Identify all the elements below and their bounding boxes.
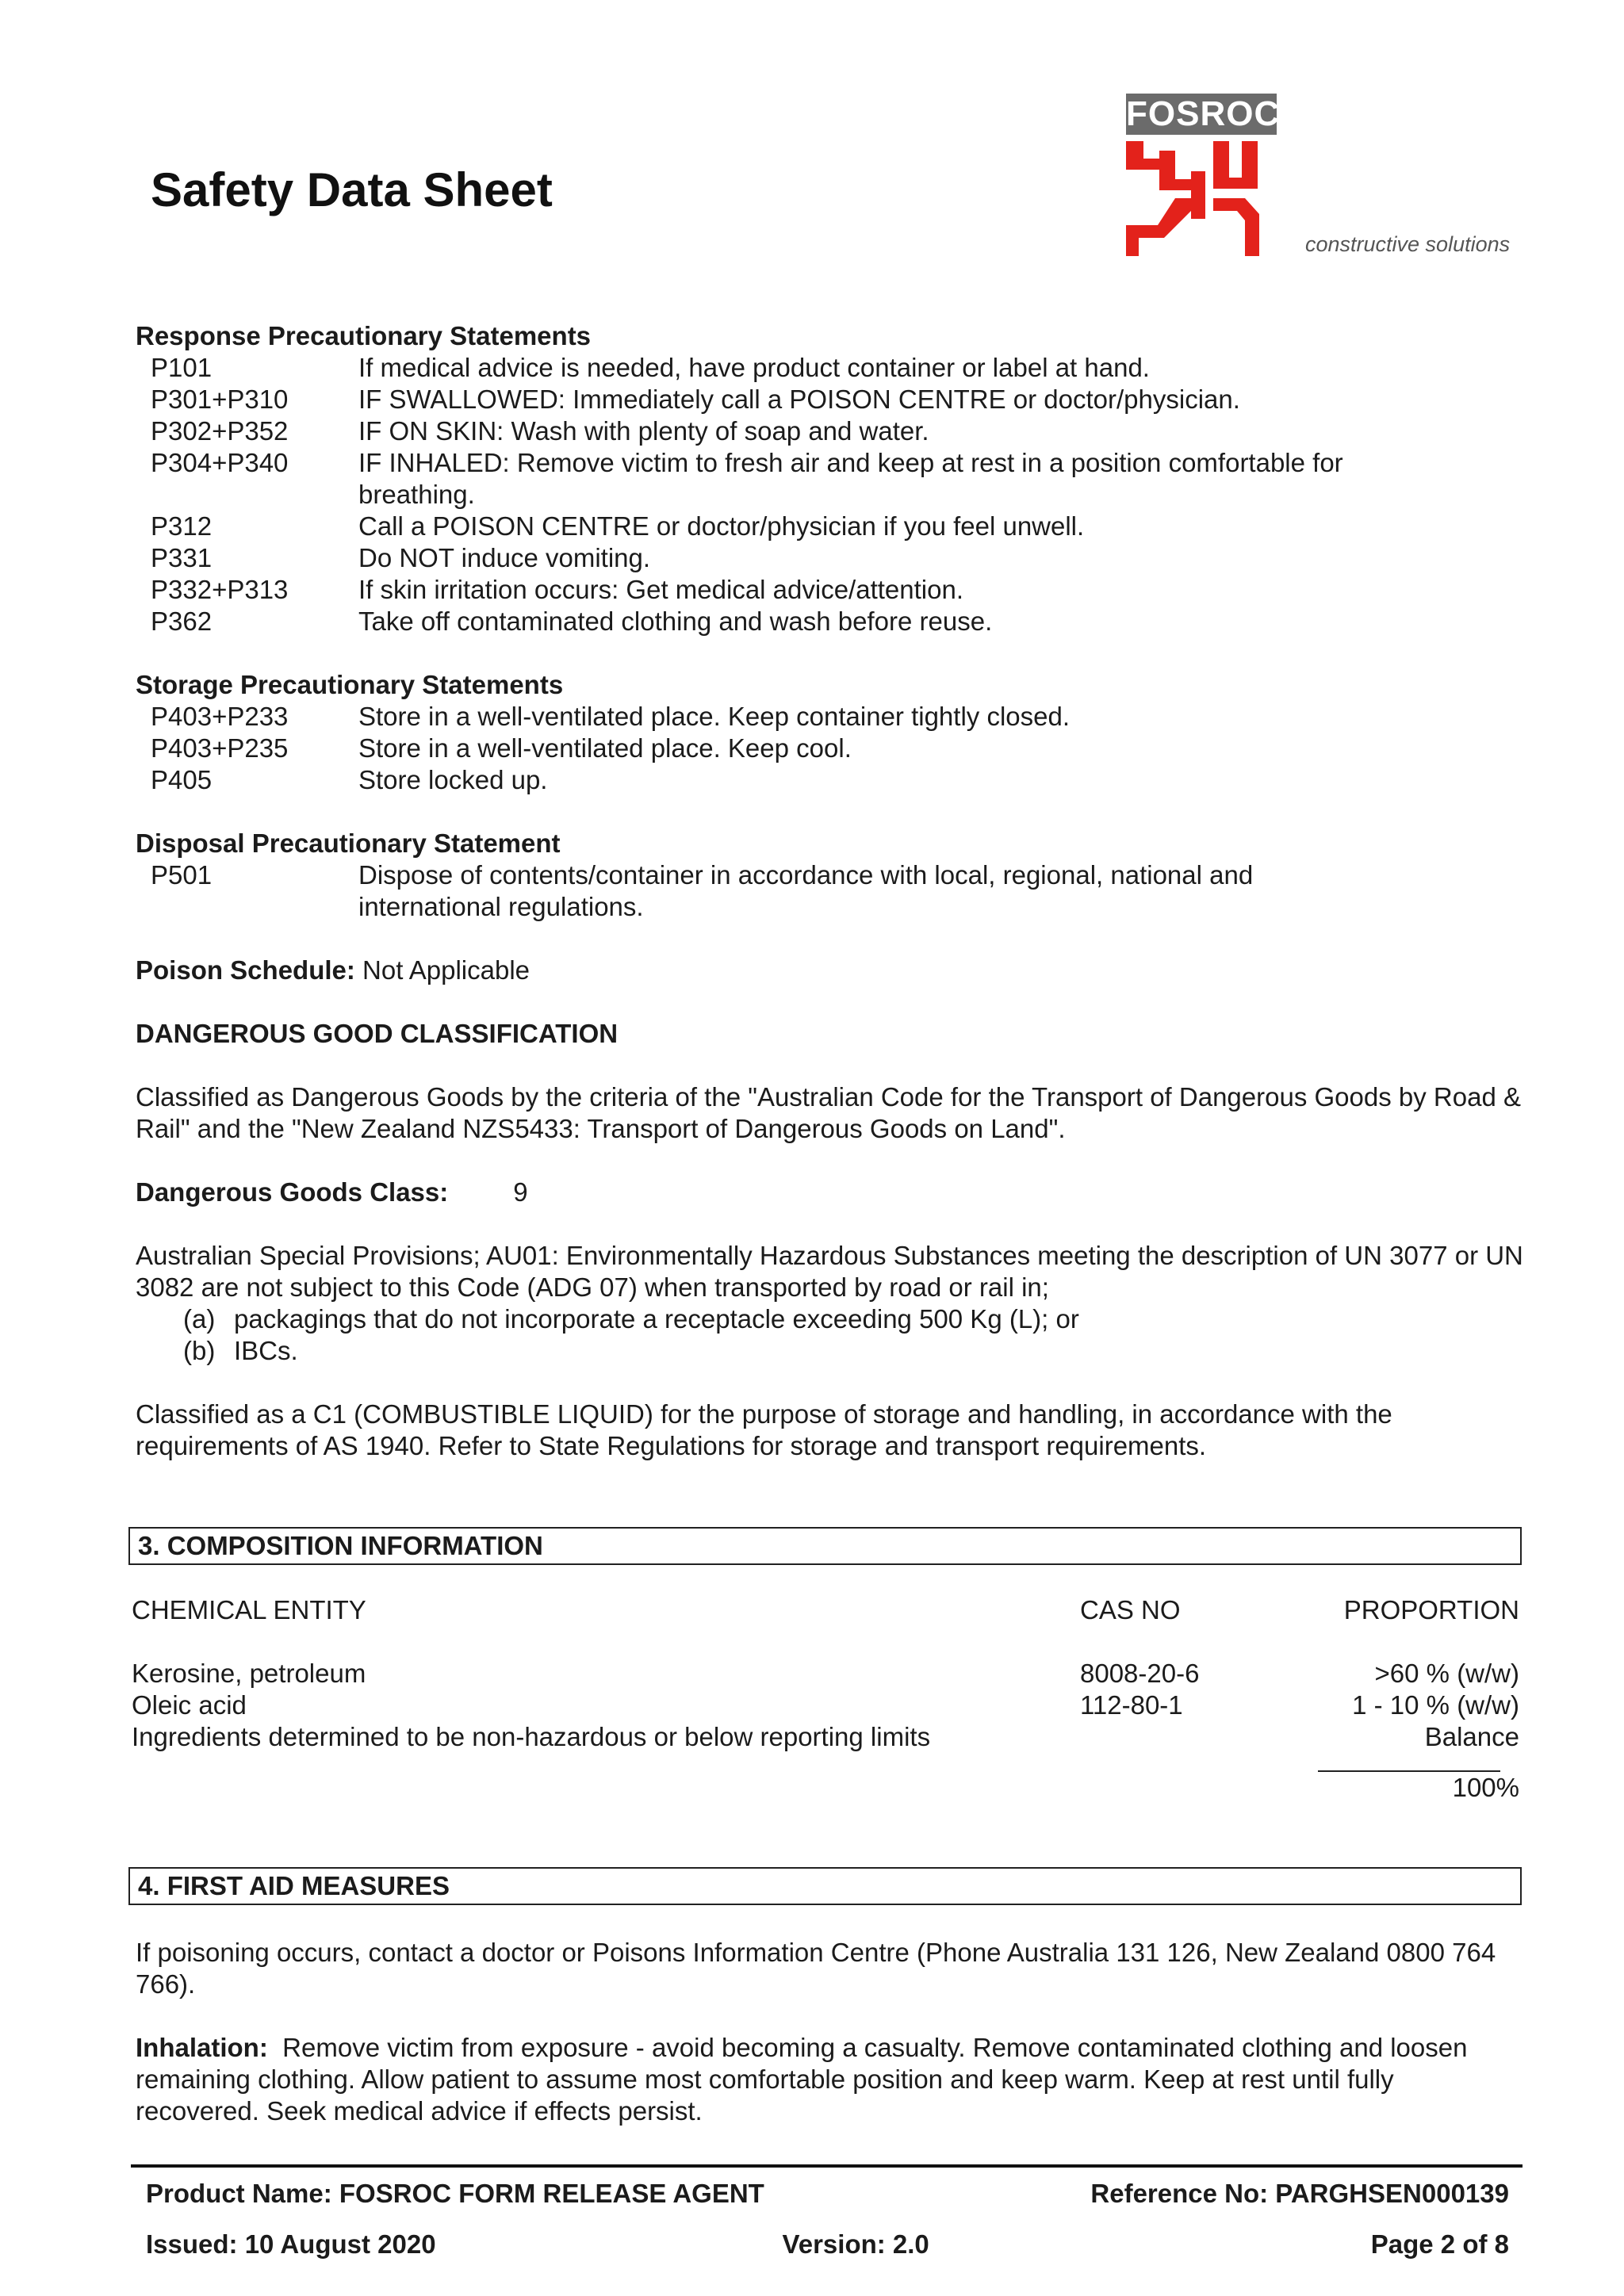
disposal-heading: Disposal Precautionary Statement	[136, 828, 561, 858]
dg-class-label: Dangerous Goods Class:	[136, 1177, 449, 1207]
dg-class	[136, 1177, 1523, 1208]
footer-issued-date: Issued: 10 August 2020	[146, 2229, 436, 2259]
inhalation-text: Remove victim from exposure - avoid becoming a casualty. Remove contaminated clothing and loosen remaining clothing. Allow patient to assume most comfortable position and keep warm. Keep at rest until fully recovered. Seek medical advice if effects persist.	[136, 2033, 1468, 2126]
composition-header-row	[132, 1594, 1519, 1626]
col-header-proportion: PROPORTION	[1343, 1595, 1519, 1624]
logo-symbol-icon	[1126, 141, 1285, 256]
statement-row	[151, 606, 1358, 637]
statement-row	[151, 352, 1358, 384]
col-header-entity: CHEMICAL ENTITY	[132, 1595, 366, 1624]
total-row	[132, 1772, 1519, 1804]
footer-page-number: Page 2 of 8	[1370, 2229, 1509, 2259]
page-footer	[131, 2164, 1522, 2260]
statement-text: Dispose of contents/container in accordance with local, regional, national and international regulations.	[358, 860, 1254, 921]
statement-code: P332+P313	[151, 575, 289, 604]
list-text: packagings that do not incorporate a receptacle exceeding 500 Kg (L); or	[234, 1304, 1079, 1334]
statement-row	[151, 542, 1358, 574]
list-item	[183, 1335, 1523, 1367]
statement-code: P405	[151, 765, 213, 794]
cell-cas	[1080, 1721, 1318, 1753]
statement-text: Store in a well-ventilated place. Keep container tightly closed.	[358, 702, 1071, 731]
cell-proportion: Balance	[1424, 1722, 1519, 1751]
footer-reference-no: Reference No: PARGHSEN000139	[1090, 2179, 1509, 2208]
statement-text: Call a POISON CENTRE or doctor/physician if you feel unwell.	[358, 511, 1085, 541]
statement-row	[151, 511, 1358, 542]
dg-special-provisions: Australian Special Provisions; AU01: Environmentally Hazardous Substances meeting the description of UN 3077 or UN 3082 are not subject to this Code (ADG 07) when transported by road or rail in;	[136, 1241, 1523, 1302]
statement-text: Store in a well-ventilated place. Keep cool.	[358, 733, 852, 763]
poison-schedule-value: Not Applicable	[362, 955, 530, 985]
cell-proportion: 1 - 10 % (w/w)	[1352, 1690, 1519, 1720]
statement-text: If skin irritation occurs: Get medical advice/attention.	[358, 575, 963, 604]
composition-total: 100%	[1452, 1773, 1519, 1802]
fosroc-logo	[1126, 94, 1522, 264]
statement-row	[151, 859, 1358, 923]
statement-text: Do NOT induce vomiting.	[358, 543, 651, 572]
dg-provision-list	[183, 1303, 1523, 1367]
dg-heading: DANGEROUS GOOD CLASSIFICATION	[136, 1019, 619, 1048]
document-body	[132, 320, 1523, 2127]
statement-row	[151, 764, 1358, 796]
statement-row	[151, 447, 1358, 511]
dg-classified-text: Classified as Dangerous Goods by the criteria of the "Australian Code for the Transport of Dangerous Goods by Road & Rail" and the "New Zealand NZS5433: Transport of Dangerous Goods on Land".	[136, 1082, 1521, 1143]
response-statements	[151, 352, 1358, 637]
list-item	[183, 1303, 1523, 1335]
statement-code: P403+P235	[151, 733, 289, 763]
table-row	[132, 1658, 1519, 1689]
statement-text: IF INHALED: Remove victim to fresh air and keep at rest in a position comfortable for breathing.	[358, 448, 1343, 509]
statement-code: P302+P352	[151, 416, 289, 446]
statement-code: P403+P233	[151, 702, 289, 731]
footer-product-name: Product Name: FOSROC FORM RELEASE AGENT	[146, 2179, 764, 2208]
storage-statements	[151, 701, 1358, 796]
cell-cas: 112-80-1	[1080, 1690, 1183, 1720]
inhalation-label: Inhalation:	[136, 2033, 268, 2062]
col-header-cas: CAS NO	[1080, 1595, 1181, 1624]
cell-proportion: >60 % (w/w)	[1374, 1659, 1519, 1688]
statement-text: IF SWALLOWED: Immediately call a POISON CENTRE or doctor/physician.	[358, 385, 1240, 414]
storage-heading: Storage Precautionary Statements	[136, 670, 564, 699]
logo-tagline: constructive solutions	[1305, 232, 1511, 256]
statement-code: P101	[151, 353, 213, 382]
cell-entity: Oleic acid	[132, 1690, 247, 1720]
statement-text: Take off contaminated clothing and wash before reuse.	[358, 607, 993, 636]
disposal-statements	[151, 859, 1358, 923]
statement-code: P312	[151, 511, 213, 541]
statement-row	[151, 384, 1358, 415]
statement-code: P304+P340	[151, 448, 289, 477]
poison-schedule	[136, 955, 1523, 986]
statement-code: P331	[151, 543, 213, 572]
dg-class-value: 9	[513, 1177, 528, 1207]
list-marker: (a)	[183, 1304, 216, 1334]
dg-c1-text: Classified as a C1 (COMBUSTIBLE LIQUID) for the purpose of storage and handling, in accordance with the requirements of AS 1940. Refer to State Regulations for storage and transport requirements.	[136, 1399, 1392, 1460]
list-text: IBCs.	[234, 1336, 298, 1365]
cell-cas: 8008-20-6	[1080, 1659, 1200, 1688]
statement-code: P301+P310	[151, 385, 289, 414]
composition-table	[132, 1594, 1519, 1804]
statement-text: Store locked up.	[358, 765, 548, 794]
logo-wordmark: FOSROC	[1126, 94, 1281, 133]
composition-section-header: 3. COMPOSITION INFORMATION	[128, 1527, 1522, 1565]
cell-entity: Kerosine, petroleum	[132, 1659, 366, 1688]
cell-entity: Ingredients determined to be non-hazardous or below reporting limits	[132, 1722, 931, 1751]
statement-text: IF ON SKIN: Wash with plenty of soap and water.	[358, 416, 929, 446]
statement-text: If medical advice is needed, have product container or label at hand.	[358, 353, 1150, 382]
inhalation-paragraph	[136, 2032, 1523, 2127]
statement-code: P501	[151, 860, 213, 890]
first-aid-section-header: 4. FIRST AID MEASURES	[128, 1867, 1522, 1905]
statement-code: P362	[151, 607, 213, 636]
response-heading: Response Precautionary Statements	[136, 321, 592, 350]
footer-version: Version: 2.0	[782, 2229, 929, 2259]
list-marker: (b)	[183, 1336, 216, 1365]
poison-schedule-label: Poison Schedule:	[136, 955, 355, 985]
statement-row	[151, 701, 1358, 733]
page-title: Safety Data Sheet	[151, 163, 553, 216]
statement-row	[151, 415, 1358, 447]
statement-row	[151, 733, 1358, 764]
table-row	[132, 1721, 1519, 1753]
first-aid-intro: If poisoning occurs, contact a doctor or Poisons Information Centre (Phone Australia 131 126, New Zealand 0800 764 766).	[136, 1938, 1496, 1999]
table-row	[132, 1689, 1519, 1721]
statement-row	[151, 574, 1358, 606]
